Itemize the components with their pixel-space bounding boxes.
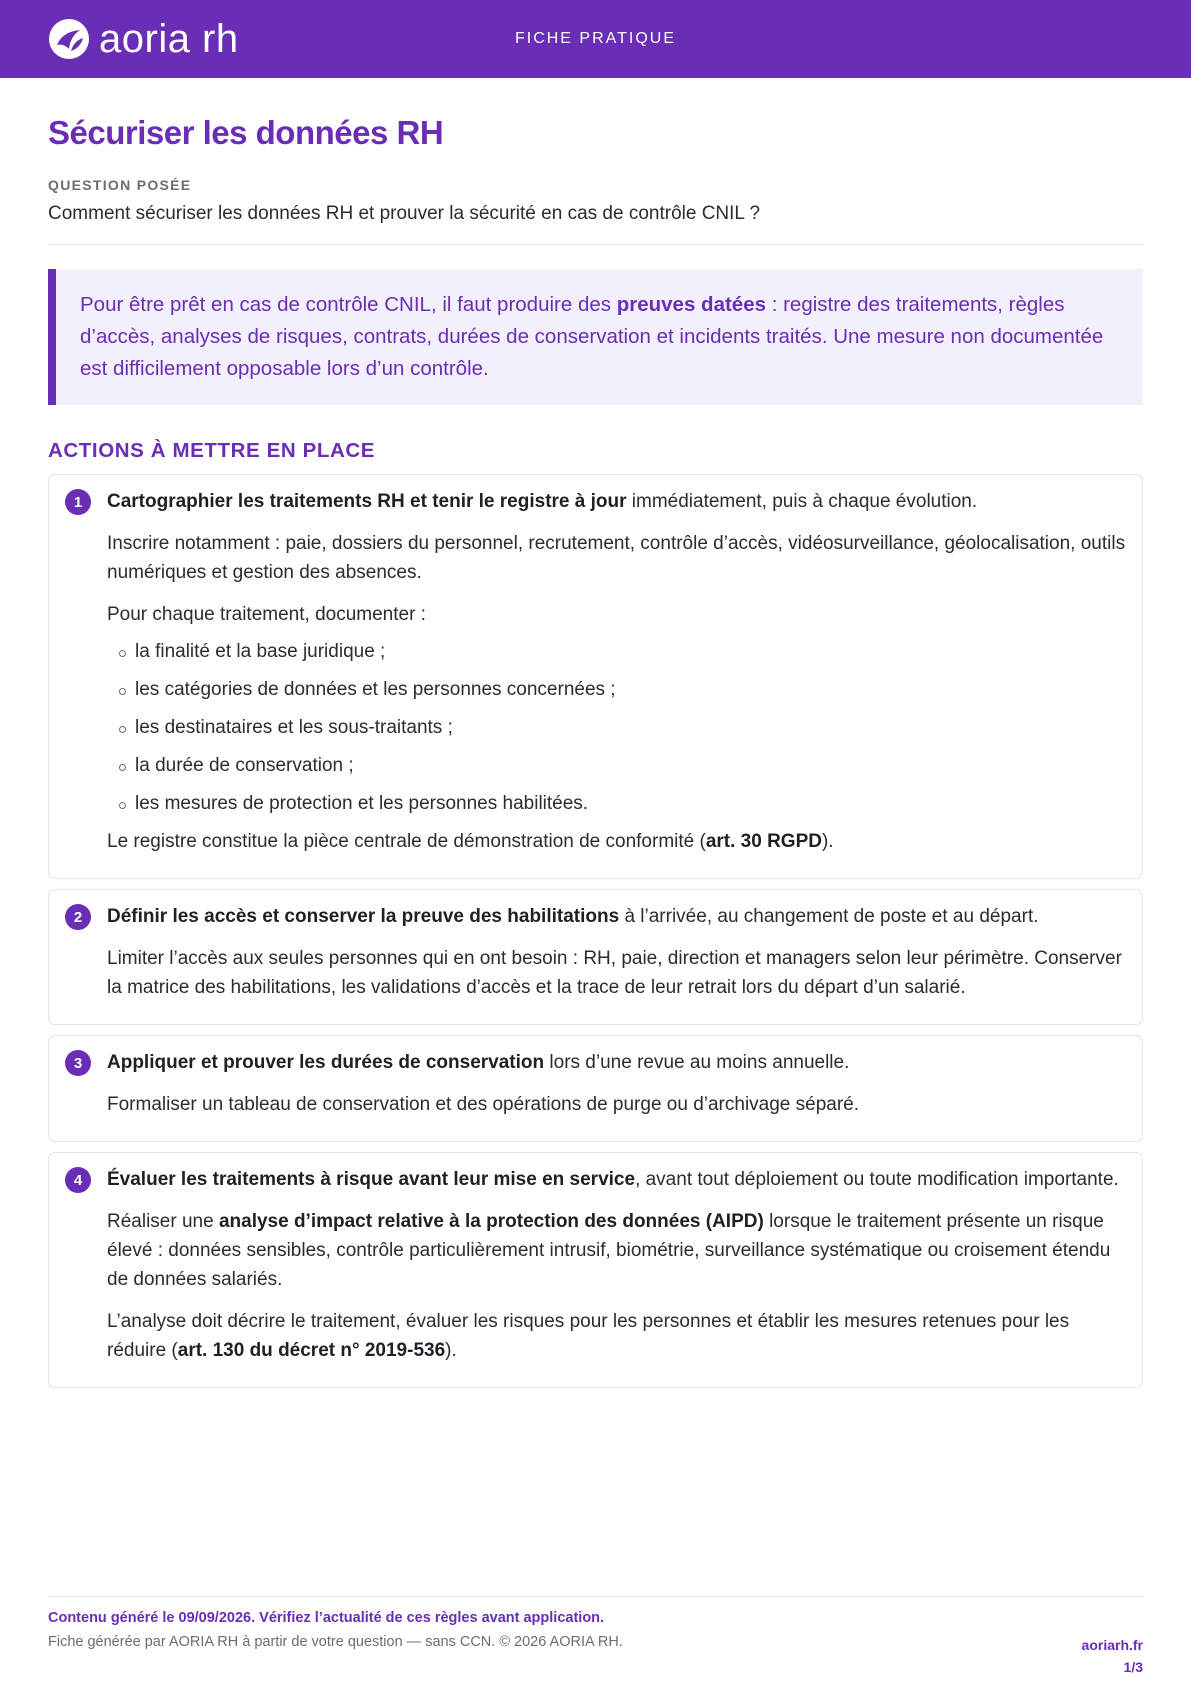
action-paragraph: Limiter l’accès aux seules personnes qui en ont besoin : RH, paie, direction et managers selon leur périmètre. Conserver la matrice des habilitations, les validations d’accès et la trace de leur retrait lors du départ d’un salarié. — [107, 948, 1122, 998]
paragraph-text-end: lorsque le traitement présente un risque élevé : données sensibles, contrôle particulièrement intrusif, biométrie, surveillance systématique ou croisement étendu de données salariés. — [107, 1211, 1111, 1290]
action-heading — [107, 487, 1126, 516]
website-link[interactable]: aoriarh.fr — [1081, 1637, 1143, 1653]
page-number: 1/3 — [1123, 1659, 1143, 1675]
paragraph-text: Réaliser une — [107, 1211, 219, 1232]
action-card-3 — [48, 1035, 1143, 1142]
list-item: les catégories de données et les personnes concernées ; — [119, 675, 1126, 704]
action-heading — [107, 1165, 1126, 1194]
divider — [48, 244, 1143, 245]
action-title: Appliquer et prouver les durées de conservation — [107, 1052, 545, 1073]
action-title-rest: à l’arrivée, au changement de poste et au départ. — [619, 906, 1039, 927]
footer-warning: Contenu généré le 09/09/2026. Vérifiez l’actualité de ces règles avant application. — [48, 1610, 605, 1626]
page-title: Sécuriser les données RH — [48, 114, 444, 151]
action-paragraph — [107, 827, 1126, 856]
paragraph-text: Le registre constitue la pièce centrale de démonstration de conformité ( — [107, 831, 706, 852]
summary-callout — [48, 269, 1143, 405]
step-number-badge: 1 — [65, 489, 91, 515]
header-bar — [0, 0, 1191, 78]
list-item: les destinataires et les sous-traitants ; — [119, 713, 1126, 742]
action-paragraph: Inscrire notamment : paie, dossiers du personnel, recrutement, contrôle d’accès, vidéosurveillance, géolocalisation, outils numériques et gestion des absences. — [107, 533, 1126, 583]
action-paragraph: Pour chaque traitement, documenter : — [107, 604, 426, 625]
step-number-badge: 3 — [65, 1050, 91, 1076]
callout-emphasis: preuves datées — [616, 293, 766, 316]
action-card-1 — [48, 474, 1143, 879]
action-title: Cartographier les traitements RH et tenir le registre à jour — [107, 491, 627, 512]
action-paragraph — [107, 1307, 1126, 1365]
action-card-2 — [48, 889, 1143, 1025]
action-card-4 — [48, 1152, 1143, 1388]
question-label: QUESTION POSÉE — [48, 177, 192, 193]
list-item: la finalité et la base juridique ; — [119, 637, 1126, 666]
aipd-term: analyse d’impact relative à la protection des données (AIPD) — [218, 1211, 764, 1232]
action-title-rest: lors d’une revue au moins annuelle. — [544, 1052, 850, 1073]
page-footer — [48, 1596, 1143, 1675]
footer-meta — [1082, 1634, 1143, 1678]
action-paragraph: Formaliser un tableau de conservation et des opérations de purge ou d’archivage séparé. — [107, 1094, 860, 1115]
brand-name: aoria rh — [99, 17, 239, 61]
action-paragraph — [107, 1207, 1126, 1294]
question-text: Comment sécuriser les données RH et prouver la sécurité en cas de contrôle CNIL ? — [48, 203, 761, 224]
document-type-label — [0, 30, 1191, 48]
action-title: Définir les accès et conserver la preuve des habilitations — [107, 906, 620, 927]
documentation-list — [107, 637, 1126, 818]
paragraph-text: L’analyse doit décrire le traitement, évaluer les risques pour les personnes et établir les mesures retenues pour les réduire ( — [107, 1311, 1070, 1361]
legal-reference: art. 130 du décret n° 2019-536 — [177, 1340, 446, 1361]
action-title: Évaluer les traitements à risque avant leur mise en service — [107, 1169, 636, 1190]
section-title-actions: ACTIONS À METTRE EN PLACE — [48, 439, 376, 462]
legal-reference: art. 30 RGPD — [705, 831, 822, 852]
callout-text-end: : registre des traitements, règles d’accès, analyses de risques, contrats, durées de conservation et incidents traités. Une mesure non documentée est difficilement opposable lors d’un contrôle. — [80, 293, 1104, 380]
callout-text: Pour être prêt en cas de contrôle CNIL, il faut produire des — [80, 293, 617, 316]
footer-credit: Fiche générée par AORIA RH à partir de votre question — sans CCN. © 2026 AORIA RH. — [48, 1634, 623, 1650]
step-number-badge: 4 — [65, 1167, 91, 1193]
paragraph-text-end: ). — [821, 831, 834, 852]
action-title-rest: immédiatement, puis à chaque évolution. — [626, 491, 978, 512]
footer-divider — [48, 1596, 1143, 1597]
main-content — [48, 110, 1143, 1388]
step-number-badge: 2 — [65, 904, 91, 930]
action-heading — [107, 1048, 1126, 1077]
list-item: les mesures de protection et les personnes habilitées. — [119, 789, 1126, 818]
paragraph-text-end: ). — [445, 1340, 457, 1361]
document-type-text: FICHE PRATIQUE — [514, 30, 677, 47]
list-item: la durée de conservation ; — [119, 751, 1126, 780]
action-title-rest: , avant tout déploiement ou toute modification importante. — [635, 1169, 1119, 1190]
action-heading — [107, 902, 1126, 931]
